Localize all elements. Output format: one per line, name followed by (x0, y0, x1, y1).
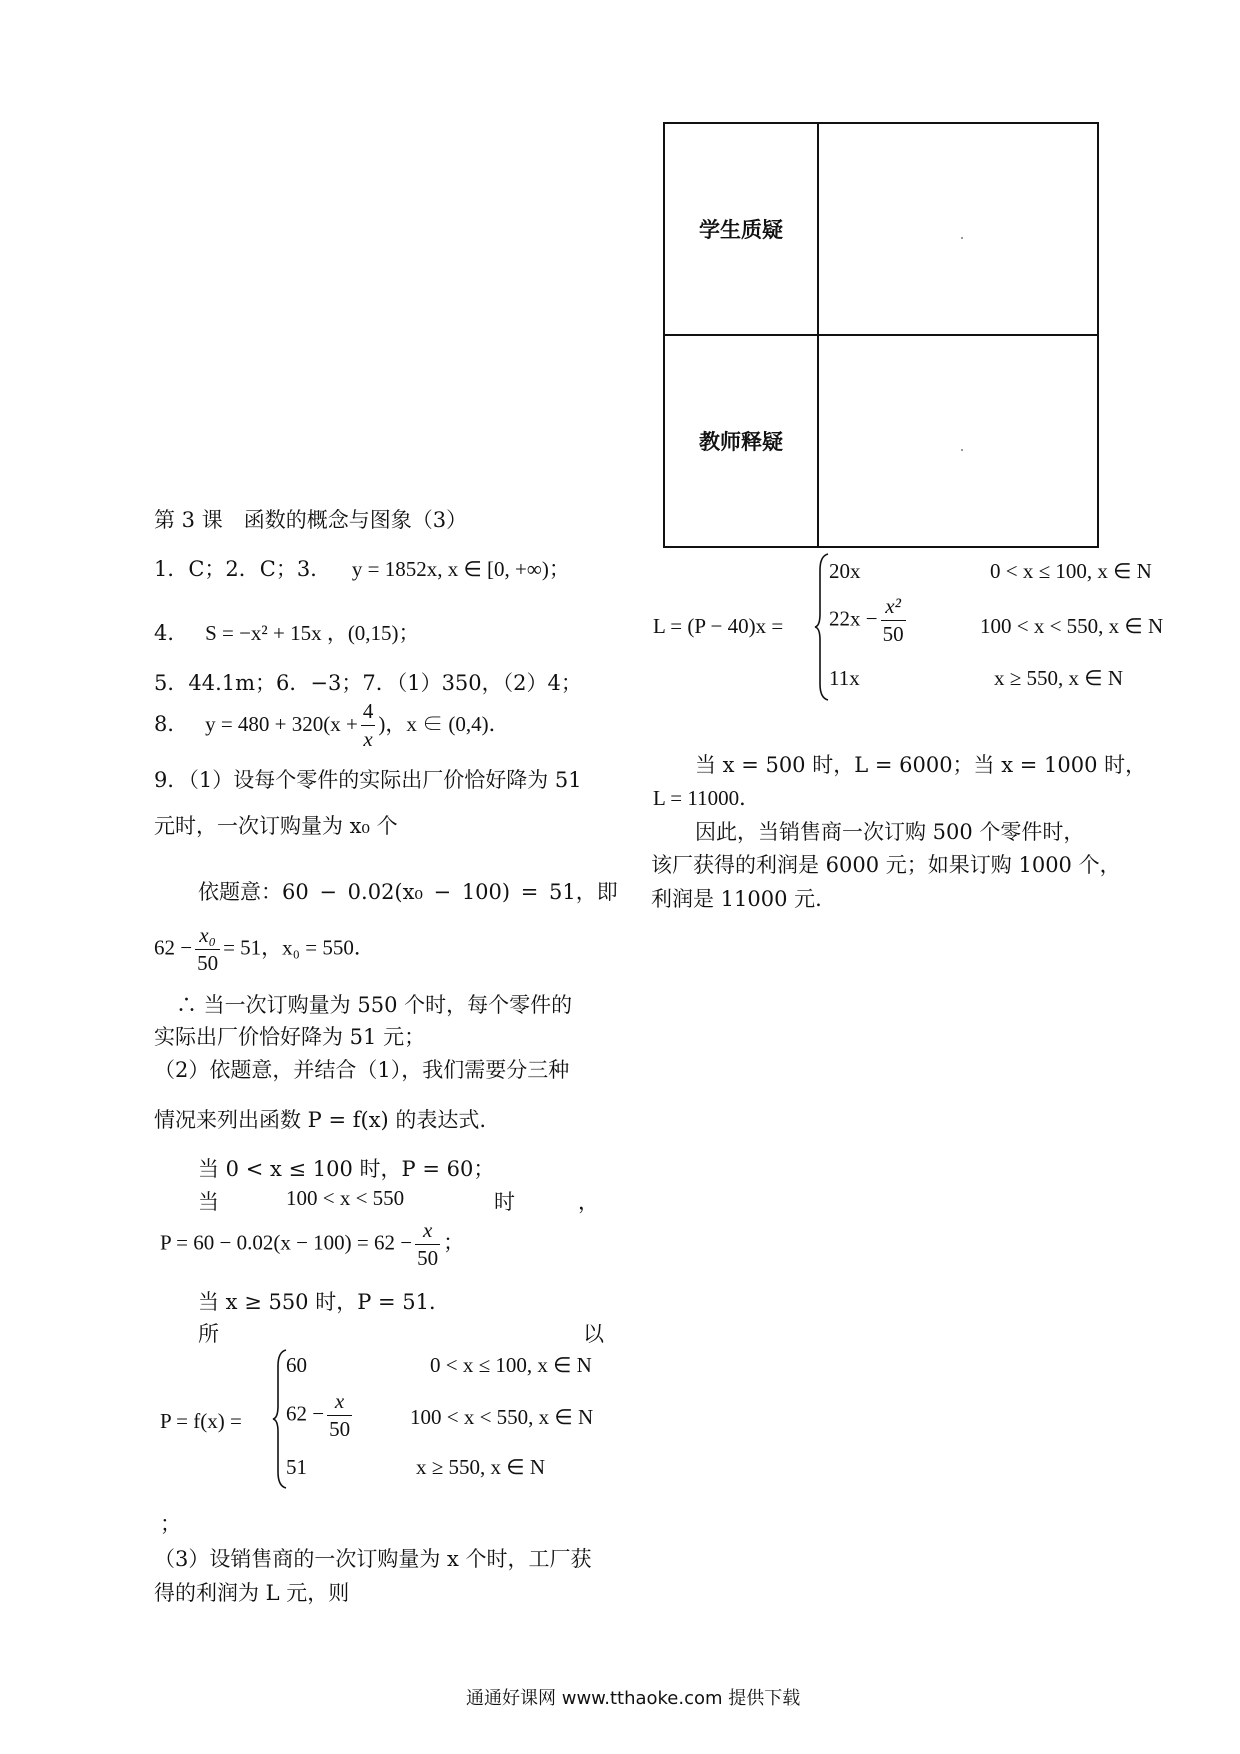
case-1: 当 0 < x ≤ 100 时，P = 60； (198, 1157, 495, 1181)
case-2-range: 100 < x < 550 (286, 1186, 405, 1210)
q9-eq-right: = 51，x₀ = 550． (223, 935, 375, 960)
fraction-denominator: 50 (417, 1246, 439, 1270)
lesson-title: 第 3 课 函数的概念与图象（3） (154, 508, 468, 532)
L-row2-left: 22x − (829, 606, 878, 631)
q9-line-8: 情况来列出函数 P = f(x) 的表达式. (154, 1108, 487, 1132)
case-2-line-2 (160, 1220, 464, 1269)
L-lhs: L = (P − 40)x = (653, 614, 784, 638)
q3-line-2: 得的利润为 L 元，则 (154, 1581, 350, 1605)
q9-line-2: 元时，一次订购量为 x₀ 个 (154, 814, 398, 838)
answer-line-4 (154, 617, 420, 647)
q9-eq-left: 62 − (154, 935, 193, 960)
q9-line-3: 依题意：60 − 0.02(x₀ − 100) = 51，即 (198, 880, 618, 904)
answer-line-8 (154, 701, 510, 750)
fraction-numerator: x₀ (199, 923, 216, 947)
fraction-numerator: 4 (362, 699, 374, 723)
fraction-denominator: 50 (197, 951, 219, 975)
fraction-denominator: 50 (329, 1417, 351, 1441)
q9-line-5: ∴ 当一次订购量为 550 个时，每个零件的 (176, 993, 573, 1017)
case-2-comma: ， (578, 1190, 599, 1214)
q9-line-7: （2）依题意，并结合（1），我们需要分三种 (154, 1058, 570, 1082)
semicolon: ； (160, 1512, 181, 1536)
L-row3-cond: x ≥ 550, x ∈ N (994, 666, 1123, 690)
fraction-numerator: x (334, 1389, 345, 1413)
L-row1-cond: 0 < x ≤ 100, x ∈ N (990, 559, 1152, 583)
right-line-1: 当 x = 500 时，L = 6000；当 x = 1000 时， (695, 753, 1147, 777)
pf-row2-fraction (327, 1391, 352, 1440)
L-row2-fraction (881, 596, 906, 645)
fraction-denominator: x (361, 725, 376, 750)
pf-row1-expr: 60 (286, 1353, 307, 1377)
q9-fraction (195, 925, 220, 974)
q9-line-6: 实际出厂价恰好降为 51 元； (154, 1025, 426, 1049)
case-2-semicolon: ； (443, 1230, 465, 1255)
student-question-label: 学生质疑 (664, 123, 818, 335)
case-3: 当 x ≥ 550 时，P = 51． (198, 1290, 451, 1314)
pf-row2-cond: 100 < x < 550, x ∈ N (410, 1405, 594, 1429)
q3-line-1: （3）设销售商的一次订购量为 x 个时，工厂获 (154, 1547, 592, 1571)
fraction-numerator: x² (885, 594, 901, 618)
case-2-formula: P = 60 − 0.02(x − 100) = 62 − (160, 1230, 413, 1255)
pf-row1-cond: 0 < x ≤ 100, x ∈ N (430, 1353, 592, 1377)
answer-line-5: 5．44.1m；6．−3；7．（1）350，（2）4； (154, 671, 582, 695)
answer-1-3-text: 1．C；2．C；3． (154, 557, 332, 581)
so-start: 所 (198, 1322, 219, 1346)
pf-row2-expr (286, 1391, 355, 1440)
fraction-denominator: 50 (882, 622, 904, 646)
pf-row3-cond: x ≥ 550, x ∈ N (416, 1455, 545, 1479)
answer-4-formula: S = −x² + 15x ，(0,15)； (205, 621, 420, 645)
footer-text: 通通好课网 www.tthaoke.com 提供下载 (466, 1688, 801, 1709)
question-answer-table (663, 122, 1099, 548)
answer-4-number: 4． (154, 621, 189, 645)
q9-line-4 (154, 925, 375, 974)
pf-row2-left: 62 − (286, 1401, 325, 1426)
right-line-4: 该厂获得的利润是 6000 元；如果订购 1000 个， (651, 853, 1121, 877)
fraction-numerator: x (422, 1218, 433, 1242)
student-question-cell (818, 123, 1098, 335)
case-2-fraction (415, 1220, 440, 1269)
pf-row3-expr: 51 (286, 1455, 307, 1479)
answer-8-fraction (361, 701, 376, 750)
case-2-line-1 (198, 1186, 598, 1216)
right-line-2: L = 11000． (653, 786, 761, 810)
teacher-answer-label: 教师释疑 (664, 335, 818, 547)
L-row3-expr: 11x (829, 666, 860, 690)
L-row1-expr: 20x (829, 559, 861, 583)
q9-line-1: 9．（1）设每个零件的实际出厂价恰好降为 51 (154, 768, 582, 792)
case-2-when: 当 (198, 1190, 219, 1214)
answer-8-formula-b: )，x ∈ (0,4)． (378, 712, 510, 736)
pf-lhs: P = f(x) = (160, 1409, 242, 1433)
answer-8-number: 8． (154, 712, 189, 736)
L-row2-cond: 100 < x < 550, x ∈ N (980, 614, 1164, 638)
L-row2-expr (829, 596, 909, 645)
teacher-answer-cell (818, 335, 1098, 547)
answer-8-formula-a: y = 480 + 320(x + (205, 712, 358, 736)
so-end: 以 (583, 1322, 604, 1346)
case-2-time: 时 (494, 1190, 515, 1214)
answer-line-1 (154, 553, 570, 583)
answer-3-formula: y = 1852x, x ∈ [0, +∞)； (351, 557, 570, 581)
right-line-3: 因此，当销售商一次订购 500 个零件时， (695, 820, 1085, 844)
right-line-5: 利润是 11000 元. (651, 887, 822, 911)
